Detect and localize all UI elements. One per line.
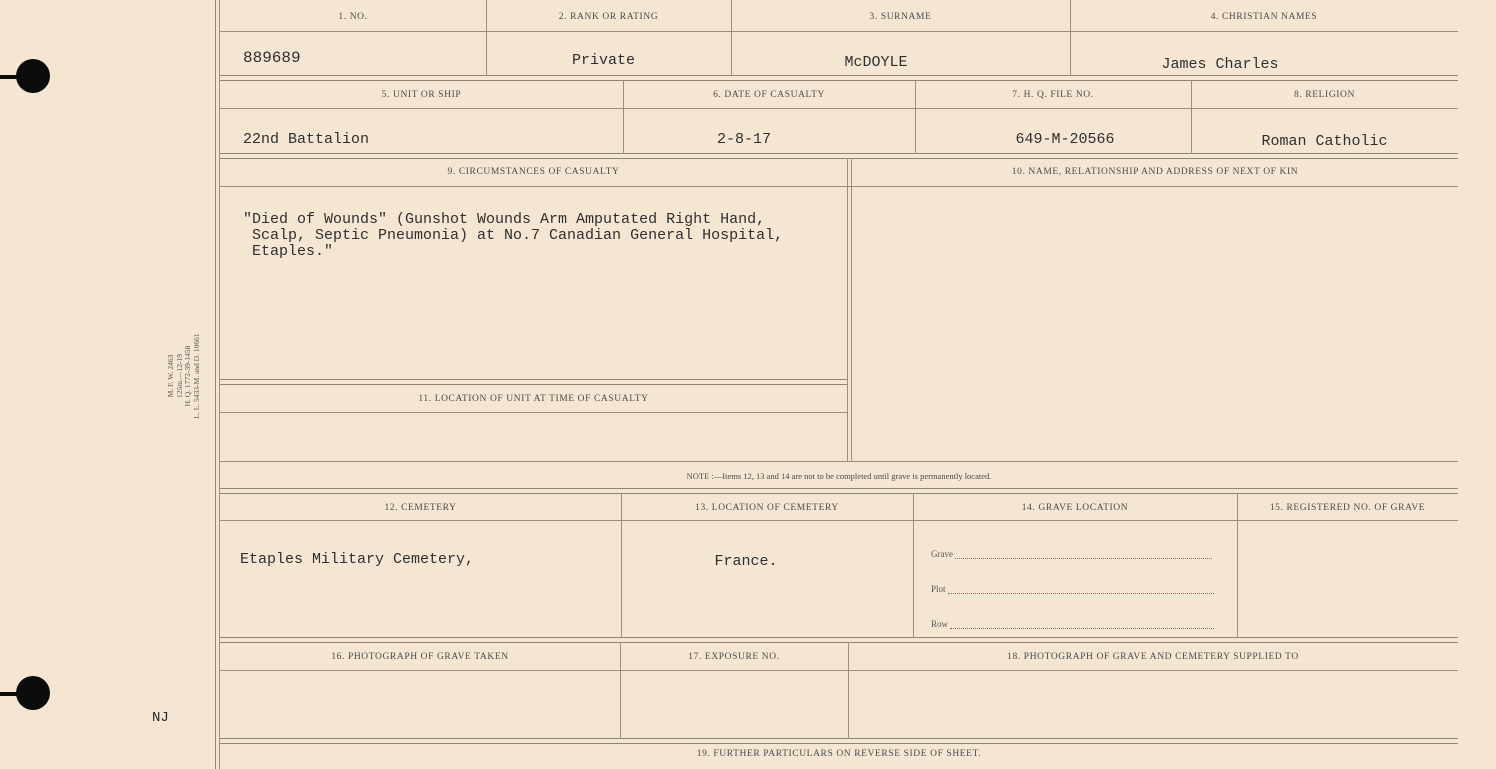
- next-of-kin-label: 10. NAME, RELATIONSHIP AND ADDRESS OF NEXT OF KIN: [1011, 167, 1299, 177]
- photo-taken-label: 16. PHOTOGRAPH OF GRAVE TAKEN: [331, 652, 509, 662]
- circumstances-label: 9. CIRCUMSTANCES OF CASUALTY: [447, 167, 620, 177]
- registered-no-label: 15. REGISTERED NO. OF GRAVE: [1269, 503, 1426, 513]
- footer-text: 19. FURTHER PARTICULARS ON REVERSE SIDE OF SHEET.: [696, 749, 982, 759]
- rank-value: Private: [571, 52, 635, 69]
- christian-names-label: 4. CHRISTIAN NAMES: [1210, 12, 1318, 22]
- plot-field: Plot: [931, 584, 1214, 594]
- unit-label: 5. UNIT OR SHIP: [381, 90, 462, 100]
- date-value: 2-8-17: [716, 131, 771, 148]
- punch-hole-bottom-tail: [0, 692, 24, 696]
- surname-label: 3. SURNAME: [869, 12, 932, 22]
- no-label: 1. NO.: [338, 12, 368, 22]
- cemetery-value: Etaples Military Cemetery,: [240, 551, 475, 568]
- location-cemetery-label: 13. LOCATION OF CEMETERY: [695, 503, 839, 513]
- file-label: 7. H. Q. FILE NO.: [1012, 90, 1094, 100]
- location-cemetery-value: France.: [714, 553, 778, 570]
- unit-value: 22nd Battalion: [243, 131, 370, 148]
- surname-value: McDOYLE: [844, 54, 908, 71]
- date-label: 6. DATE OF CASUALTY: [713, 90, 825, 100]
- service-number: 889689: [243, 49, 301, 67]
- note-text: NOTE :—Items 12, 13 and 14 are not to be completed until grave is permanently located.: [686, 471, 992, 481]
- location-unit-label: 11. LOCATION OF UNIT AT TIME OF CASUALTY: [418, 394, 649, 404]
- religion-value: Roman Catholic: [1261, 133, 1388, 150]
- form-reference: M. F. W. 2463 125m.—12-19 H. Q. 1772-39-1458 L. L. 5433-M. and D. 10661: [166, 333, 201, 419]
- row-field: Row: [931, 619, 1214, 629]
- grave-field: Grave: [931, 549, 1212, 559]
- stub-divider: [215, 0, 216, 769]
- cemetery-label: 12. CEMETERY: [384, 503, 457, 513]
- photo-supplied-label: 18. PHOTOGRAPH OF GRAVE AND CEMETERY SUPPLIED TO: [1007, 652, 1299, 662]
- exposure-label: 17. EXPOSURE NO.: [688, 652, 780, 662]
- file-value: 649-M-20566: [1015, 131, 1115, 148]
- circumstances-text: "Died of Wounds" (Gunshot Wounds Arm Amputated Right Hand, Scalp, Septic Pneumonia) at No.7 Canadian General Hospital, Etaples.": [243, 211, 784, 260]
- rank-label: 2. RANK OR RATING: [558, 12, 659, 22]
- punch-hole-top-tail: [0, 75, 24, 79]
- religion-label: 8. RELIGION: [1294, 90, 1355, 100]
- initials: NJ: [152, 710, 169, 726]
- christian-names-value: James Charles: [1161, 56, 1279, 73]
- grave-location-label: 14. GRAVE LOCATION: [1021, 503, 1129, 513]
